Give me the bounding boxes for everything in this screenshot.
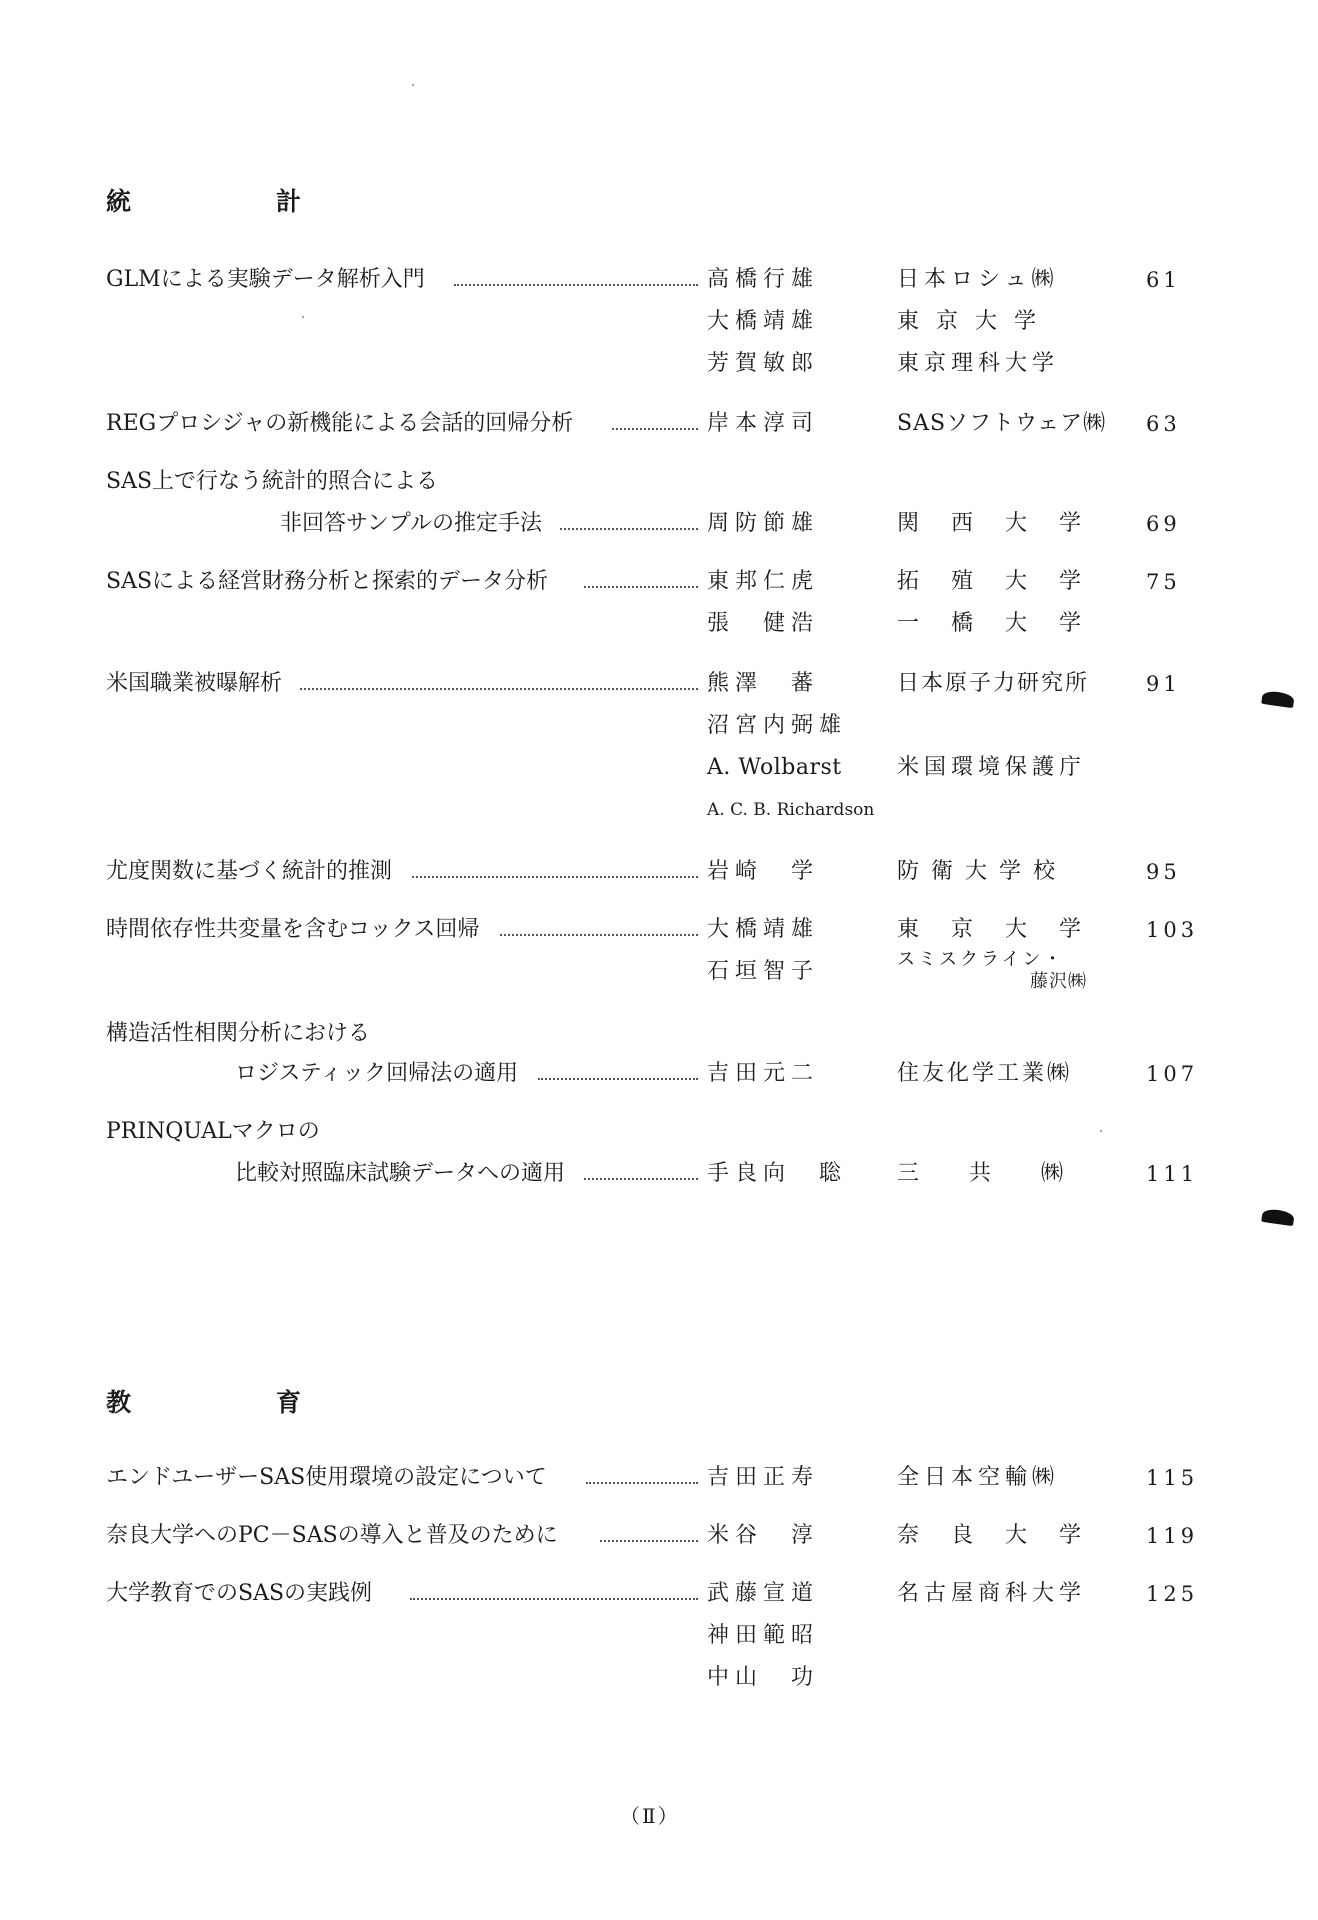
entry-author: 大橋靖雄 [707, 917, 820, 942]
entry-title: PRINQUALマクロの [106, 1119, 320, 1144]
entry-page: 69 [1146, 512, 1181, 536]
entry-author: 石垣智子 [707, 959, 820, 984]
leader-dots [584, 1178, 698, 1180]
entry-author: 吉田元二 [707, 1061, 820, 1086]
scan-speck [412, 84, 414, 86]
entry-title: ロジスティック回帰法の適用 [235, 1061, 519, 1086]
entry-author: 米谷 淳 [707, 1523, 820, 1548]
entry-affiliation: 東京理科大学 [897, 351, 1060, 376]
entry-author: 岸本淳司 [707, 411, 820, 436]
entry-page: 95 [1146, 860, 1181, 884]
entry-affiliation: 日本ロシュ㈱ [897, 267, 1059, 292]
entry-author: 手良向 聡 [707, 1161, 848, 1186]
entry-page: 125 [1146, 1582, 1199, 1606]
leader-dots [300, 688, 698, 690]
entry-affiliation: 拓 殖 大 学 [897, 569, 1087, 594]
entry-affiliation: SASソフトウェア㈱ [897, 411, 1107, 436]
entry-affiliation: 全日本空輸㈱ [897, 1465, 1060, 1490]
entry-author: A. C. B. Richardson [707, 800, 875, 820]
leader-dots [410, 1598, 698, 1600]
entry-title: 尤度関数に基づく統計的推測 [106, 859, 393, 884]
entry-affiliation: スミスクライン・ [897, 949, 1065, 970]
entry-affiliation: 三 共 ㈱ [897, 1161, 1066, 1186]
entry-author: 吉田正寿 [707, 1465, 820, 1490]
entry-author: 東邦仁虎 [707, 569, 820, 594]
entry-affiliation: 日本原子力研究所 [897, 671, 1090, 696]
entry-page: 103 [1146, 918, 1199, 942]
heading-char: 統 [106, 187, 132, 216]
entry-title: 比較対照臨床試験データへの適用 [235, 1161, 566, 1186]
entry-affiliation: 奈 良 大 学 [897, 1523, 1087, 1548]
entry-affiliation: 防衛大学校 [897, 859, 1068, 884]
leader-dots [412, 876, 698, 878]
scan-artifact [1261, 1208, 1295, 1226]
entry-page: 91 [1146, 672, 1181, 696]
entry-author: 熊澤 蕃 [707, 671, 820, 696]
entry-author: 沼宮内弼雄 [707, 713, 848, 738]
leader-dots [560, 528, 698, 530]
leader-dots [600, 1540, 698, 1542]
leader-dots [500, 934, 698, 936]
entry-author: 芳賀敏郎 [707, 351, 820, 376]
entry-author: 神田範昭 [707, 1623, 820, 1648]
entry-title: 奈良大学へのPC－SASの導入と普及のために [106, 1523, 558, 1548]
section-heading-education [106, 1383, 302, 1419]
entry-title: GLMによる実験データ解析入門 [106, 267, 425, 292]
entry-affiliation: 藤沢㈱ [1030, 971, 1087, 992]
entry-author: 張 健浩 [707, 611, 820, 636]
entry-author: 周防節雄 [707, 511, 820, 536]
entry-page: 119 [1146, 1524, 1199, 1548]
entry-title: REGプロシジャの新機能による会話的回帰分析 [106, 411, 574, 436]
entry-author: 大橋靖雄 [707, 309, 820, 334]
entry-affiliation: 名古屋商科大学 [897, 1581, 1087, 1606]
entry-title: 米国職業被曝解析 [106, 671, 283, 696]
entry-author: 中山 功 [707, 1665, 820, 1690]
entry-page: 63 [1146, 412, 1181, 436]
entry-author: 武藤宣道 [707, 1581, 820, 1606]
leader-dots [586, 1482, 698, 1484]
page-number: （Ⅱ） [620, 1804, 680, 1828]
entry-author: 岩崎 学 [707, 859, 820, 884]
entry-title: SAS上で行なう統計的照合による [106, 469, 439, 494]
entry-title: 構造活性相関分析における [106, 1021, 371, 1046]
entry-affiliation: 米国環境保護庁 [897, 755, 1087, 780]
entry-title: エンドユーザーSAS使用環境の設定について [106, 1465, 547, 1490]
leader-dots [612, 428, 698, 430]
entry-affiliation: 東 京 大 学 [897, 917, 1087, 942]
section-heading-statistics [106, 182, 302, 218]
entry-page: 75 [1146, 570, 1181, 594]
entry-page: 107 [1146, 1062, 1199, 1086]
entry-affiliation: 関 西 大 学 [897, 511, 1087, 536]
entry-affiliation: 一 橋 大 学 [897, 611, 1087, 636]
entry-page: 111 [1146, 1162, 1199, 1186]
heading-char: 育 [276, 1388, 302, 1417]
entry-title: 大学教育でのSASの実践例 [106, 1581, 373, 1606]
scan-speck [1100, 1130, 1102, 1132]
entry-title: SASによる経営財務分析と探索的データ分析 [106, 569, 549, 594]
entry-title: 時間依存性共変量を含むコックス回帰 [106, 917, 480, 942]
entry-affiliation: 東 京 大 学 [897, 309, 1041, 334]
entry-page: 61 [1146, 268, 1181, 292]
leader-dots [584, 586, 698, 588]
entry-title: 非回答サンプルの推定手法 [280, 511, 543, 536]
scan-speck [302, 316, 304, 318]
entry-author: A. Wolbarst [707, 755, 842, 780]
entry-affiliation: 住友化学工業㈱ [897, 1061, 1073, 1086]
entry-page: 115 [1146, 1466, 1199, 1490]
heading-char: 教 [106, 1388, 132, 1417]
heading-char: 計 [276, 187, 302, 216]
entry-author: 高橋行雄 [707, 267, 820, 292]
leader-dots [454, 284, 698, 286]
scan-artifact [1261, 690, 1295, 708]
leader-dots [538, 1078, 698, 1080]
